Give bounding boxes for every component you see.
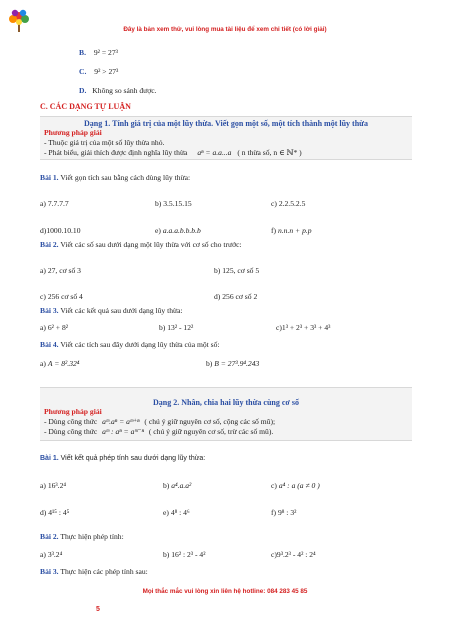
dang2-line1-note: ( chú ý giữ nguyên cơ số, cộng các số mũ); <box>144 417 276 426</box>
item-expr: 3.5.15.15 <box>163 199 192 208</box>
bai1b-item-c <box>271 481 320 490</box>
item-label: c) <box>271 199 277 208</box>
option-letter: B. <box>79 48 86 57</box>
item-expr: 4¹⁵ : 4⁵ <box>48 508 70 517</box>
item-expr: 7.7.7.7 <box>47 199 69 208</box>
item-label: e) <box>163 508 169 517</box>
bai4-title: Bài 4. <box>40 340 59 349</box>
bai2-item-a <box>40 266 81 275</box>
item-label: b) <box>206 359 213 368</box>
item-expr: 2.2.5.2.5 <box>278 199 306 208</box>
item-expr: 1³ + 2³ + 3³ + 4³ <box>281 323 331 332</box>
option-c <box>79 67 118 76</box>
bai1b-title: Bài 1. <box>40 455 59 462</box>
preview-notice: Đây là bản xem thử, vui lòng mua tài liệu để xem chi tiết (có lời giải) <box>123 26 327 33</box>
bai1-item-a <box>40 199 69 208</box>
dang2-line2-text: - Dùng công thức <box>44 427 98 436</box>
dang1-title: Dạng 1. Tính giá trị của một lũy thừa. Viết gọn một số, một tích thành một lũy thừa <box>84 119 368 128</box>
bai1b-heading <box>40 455 205 462</box>
item-label: a) <box>40 199 46 208</box>
hotline-footer: Mọi thắc mắc vui lòng xin liên hệ hotline: 084 283 45 85 <box>142 588 308 595</box>
item-expr: 1000.10.10 <box>46 226 81 235</box>
item-label: f) <box>271 508 277 517</box>
bai1-item-d <box>40 226 81 235</box>
bai4-item-b <box>206 359 259 368</box>
bai1b-item-d <box>40 508 69 517</box>
item-expr: 4⁸ : 4⁶ <box>170 508 190 517</box>
bai1-title: Bài 1. <box>40 173 59 182</box>
item-expr: 9³.2³ - 4² : 2⁴ <box>276 550 316 559</box>
dang1-method: Phương pháp giải <box>44 128 102 137</box>
dang1-line2-text: - Phát biểu, giải thích được định nghĩa lũy thừa <box>44 148 188 157</box>
item-expr: 13² - 12² <box>167 323 194 332</box>
bai3b-text: Thực hiện các phép tính sau: <box>60 567 148 576</box>
item-label: c) <box>276 323 282 332</box>
item-expr: 6² + 8² <box>47 323 69 332</box>
bai2-heading <box>40 240 242 249</box>
bai1b-text: Viết kết quả phép tính sau dưới dạng lũy thừa: <box>60 455 206 462</box>
dang2-title: Dạng 2. Nhân, chia hai lũy thừa cùng cơ số <box>153 398 299 407</box>
item-label: d) <box>40 508 47 517</box>
option-text: 9² > 27³ <box>94 67 119 76</box>
bai4-item-a <box>40 359 79 368</box>
bai2b-title: Bài 2. <box>40 532 59 541</box>
section-heading: C. CÁC DẠNG TỰ LUẬN <box>40 102 131 111</box>
option-text: Không so sánh được. <box>92 86 157 95</box>
dang2-method: Phương pháp giải <box>44 407 102 416</box>
bai2b-item-a <box>40 550 62 559</box>
bai2-item-b <box>214 266 259 275</box>
item-expr: 27, cơ số 3 <box>47 266 81 275</box>
dang1-line2-formula: aⁿ = a.a...a <box>197 148 232 157</box>
dang2-line1-formula: aᵐ.aⁿ = aᵐ⁺ⁿ <box>102 417 140 426</box>
item-label: a) <box>40 359 46 368</box>
bai1b-item-b <box>163 481 191 490</box>
bai3b-heading <box>40 567 148 576</box>
dang1-line2 <box>40 148 412 158</box>
item-label: f) <box>271 226 277 235</box>
bai1-item-e <box>155 226 201 235</box>
bai1-heading <box>40 173 190 182</box>
option-text: 9² = 27³ <box>93 48 118 57</box>
bai2b-text: Thực hiện phép tính: <box>60 532 124 541</box>
page-number: 5 <box>96 606 100 613</box>
item-expr: 256 cơ số 2 <box>222 292 258 301</box>
item-expr: a.a.a.b.b.b.b <box>162 226 201 235</box>
item-label: e) <box>155 226 161 235</box>
bai3-title: Bài 3. <box>40 306 59 315</box>
dang1-box <box>40 116 412 160</box>
dang1-line1: - Thuộc giá trị của một số lũy thừa nhỏ. <box>44 138 165 147</box>
bai1-item-f <box>271 226 312 235</box>
item-label: a) <box>40 323 46 332</box>
bai1-item-c <box>271 199 305 208</box>
dang2-line2-note: ( chú ý giữ nguyên cơ số, trừ các số mũ). <box>148 427 274 436</box>
item-expr: n.n.n + p.p <box>277 226 312 235</box>
option-b <box>79 48 118 57</box>
bai3b-title: Bài 3. <box>40 567 59 576</box>
item-label: b) <box>163 481 170 490</box>
item-label: d) <box>40 226 47 235</box>
bai2b-item-c <box>271 550 316 559</box>
bai2-title: Bài 2. <box>40 240 59 249</box>
item-expr: 256 cơ số 4 <box>47 292 83 301</box>
item-expr: A = 8².32⁴ <box>47 359 80 368</box>
bai2-item-d <box>214 292 257 301</box>
bai2-text: Viết các số sau dưới dạng một lũy thừa với cơ số cho trước: <box>60 240 242 249</box>
dang1-line2-note: ( n thừa số, n ∈ ℕ* ) <box>237 148 302 157</box>
option-letter: C. <box>79 67 87 76</box>
item-expr: a⁴.a.a² <box>171 481 192 490</box>
item-expr: 9⁸ : 3² <box>277 508 297 517</box>
bai1b-item-f <box>271 508 296 517</box>
item-expr: B = 27³.9⁴.243 <box>214 359 260 368</box>
item-label: b) <box>155 199 162 208</box>
item-label: c) <box>271 550 277 559</box>
item-label: c) <box>40 292 46 301</box>
item-expr: 16³.2⁴ <box>47 481 67 490</box>
item-label: d) <box>214 292 221 301</box>
bai1-text: Viết gọn tích sau bằng cách dùng lũy thừa: <box>60 173 191 182</box>
option-letter: D. <box>79 86 87 95</box>
item-label: a) <box>40 550 46 559</box>
item-expr: 125, cơ số 5 <box>222 266 260 275</box>
bai4-heading <box>40 340 220 349</box>
dang2-line2-formula: aᵐ : aⁿ = aᵐ⁻ⁿ <box>102 427 144 436</box>
item-expr: 16² : 2³ - 4² <box>171 550 206 559</box>
item-expr: 3³.2⁴ <box>47 550 63 559</box>
bai3-item-b <box>159 323 193 332</box>
item-label: c) <box>271 481 277 490</box>
dang2-line1 <box>40 417 412 427</box>
bai1-item-b <box>155 199 192 208</box>
option-d <box>79 86 157 95</box>
dang2-box <box>40 387 412 441</box>
item-label: b) <box>163 550 170 559</box>
item-label: b) <box>159 323 166 332</box>
bai3-text: Viết các kết quả sau dưới dạng lũy thừa: <box>60 306 183 315</box>
bai4-text: Viết các tích sau đây dưới dạng lũy thừa của một số: <box>60 340 220 349</box>
bai1b-item-a <box>40 481 66 490</box>
bai1b-item-e <box>163 508 190 517</box>
item-label: b) <box>214 266 221 275</box>
bai3-item-c <box>276 323 330 332</box>
item-expr: a⁴ : a (a ≠ 0 ) <box>278 481 320 490</box>
bai3-item-a <box>40 323 68 332</box>
item-label: a) <box>40 481 46 490</box>
dang2-line1-text: - Dùng công thức <box>44 417 98 426</box>
dang2-line2 <box>40 427 412 437</box>
item-label: a) <box>40 266 46 275</box>
bai3-heading <box>40 306 183 315</box>
bai2b-item-b <box>163 550 205 559</box>
bai2-item-c <box>40 292 83 301</box>
bai2b-heading <box>40 532 124 541</box>
